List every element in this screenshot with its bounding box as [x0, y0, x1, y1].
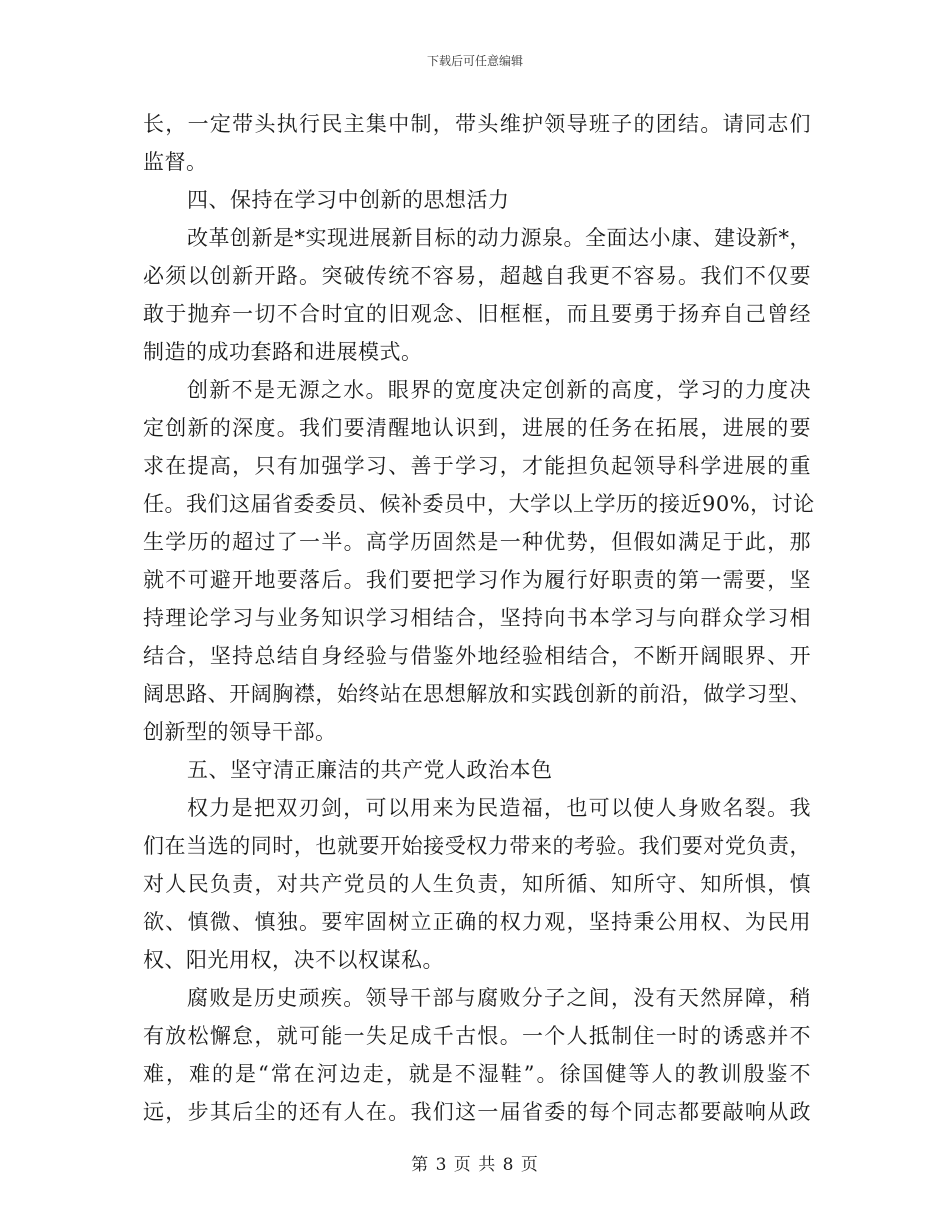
page-number: 第 3 页 共 8 页	[411, 1155, 539, 1175]
body-line: 求在提高，只有加强学习、善于学习，才能担负起领导科学进展的重	[143, 454, 811, 478]
body-line: 定创新的深度。我们要清醒地认识到，进展的任务在拓展，进展的要	[143, 416, 811, 440]
body-line: 生学历的超过了一半。高学历固然是一种优势，但假如满足于此，那	[143, 530, 811, 554]
body-line: 们在当选的同时，也就要开始接受权力带来的考验。我们要对党负责，	[143, 834, 811, 858]
body-line: 权力是把双刃剑，可以用来为民造福，也可以使人身败名裂。我	[187, 796, 811, 820]
body-line: 敢于抛弃一切不合时宜的旧观念、旧框框，而且要勇于扬弃自己曾经	[143, 302, 811, 326]
body-line: 有放松懈怠，就可能一失足成千古恨。一个人抵制住一时的诱惑并不	[143, 1024, 811, 1048]
body-line: 改革创新是*实现进展新目标的动力源泉。全面达小康、建设新*，	[187, 226, 811, 250]
body-line: 就不可避开地要落后。我们要把学习作为履行好职责的第一需要，坚	[143, 568, 811, 592]
document-body	[143, 105, 815, 1131]
body-line: 创新不是无源之水。眼界的宽度决定创新的高度，学习的力度决	[187, 378, 811, 402]
body-line: 欲、慎微、慎独。要牢固树立正确的权力观，坚持秉公用权、为民用	[143, 910, 811, 934]
body-line: 结合，坚持总结自身经验与借鉴外地经验相结合，不断开阔眼界、开	[143, 644, 811, 668]
body-line: 持理论学习与业务知识学习相结合，坚持向书本学习与向群众学习相	[143, 606, 811, 630]
body-line: 腐败是历史顽疾。领导干部与腐败分子之间，没有天然屏障，稍	[187, 986, 811, 1010]
body-line: 监督。	[143, 150, 208, 174]
body-line: 长，一定带头执行民主集中制，带头维护领导班子的团结。请同志们	[143, 112, 811, 136]
body-line: 任。我们这届省委委员、候补委员中，大学以上学历的接近90%，讨论	[143, 492, 815, 516]
body-line: 阔思路、开阔胸襟，始终站在思想解放和实践创新的前沿，做学习型、	[143, 682, 811, 706]
body-line: 远，步其后尘的还有人在。我们这一届省委的每个同志都要敲响从政	[143, 1100, 811, 1124]
section-heading: 五、坚守清正廉洁的共产党人政治本色	[187, 758, 553, 782]
section-heading: 四、保持在学习中创新的思想活力	[187, 188, 510, 212]
body-line: 权、阳光用权，决不以权谋私。	[143, 948, 444, 972]
body-line: 对人民负责，对共产党员的人生负责，知所循、知所守、知所惧，慎	[143, 872, 811, 896]
body-line: 难，难的是“常在河边走，就是不湿鞋”。徐国健等人的教训殷鉴不	[143, 1062, 811, 1086]
body-line: 制造的成功套路和进展模式。	[143, 340, 423, 364]
page-header: 下载后可任意编辑	[426, 54, 523, 68]
body-line: 创新型的领导干部。	[143, 720, 337, 744]
body-line: 必须以创新开路。突破传统不容易，超越自我更不容易。我们不仅要	[143, 264, 811, 288]
